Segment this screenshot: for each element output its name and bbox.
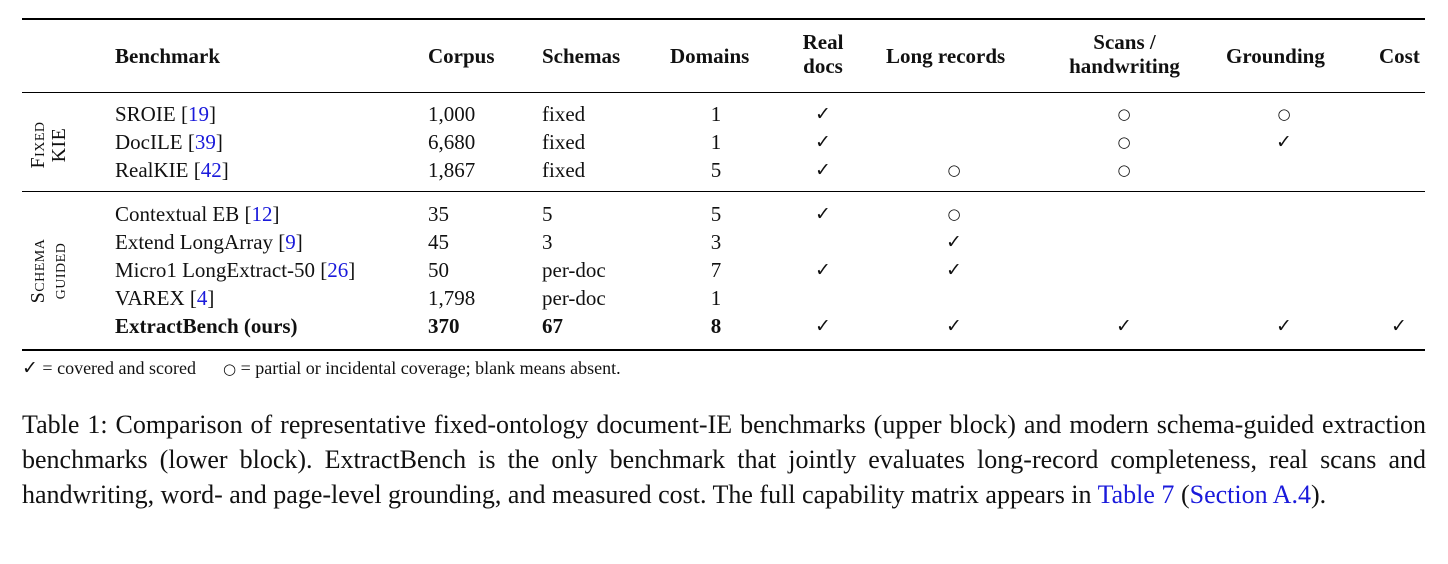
row-domains: 7: [710, 258, 722, 282]
header-grounding: Grounding: [1226, 44, 1325, 68]
circle-mark-icon: ○: [1277, 105, 1291, 123]
row-corpus: 35: [428, 202, 449, 226]
group-label-fixed-kie-line1: Fixed: [27, 121, 49, 169]
check-mark-icon: ✓: [815, 131, 831, 153]
check-mark-icon: ✓: [1391, 315, 1407, 337]
row-benchmark-name: [115, 314, 298, 338]
caption-text-paren-open: (: [1174, 480, 1190, 509]
citation-link[interactable]: 19: [187, 102, 209, 126]
legend-circle-text: = partial or incidental coverage; blank means absent.: [236, 358, 621, 378]
row-benchmark-name: Micro1 LongExtract-50 [26]: [115, 258, 356, 282]
caption-text-end: ).: [1310, 480, 1327, 509]
row-domains: 8: [710, 314, 722, 338]
citation-link[interactable]: 42: [200, 158, 222, 182]
benchmark-name-text: ExtractBench (ours): [115, 314, 298, 338]
table-caption: [22, 407, 1426, 512]
row-corpus: 45: [428, 230, 449, 254]
check-mark-icon: ✓: [815, 159, 831, 181]
header-long-records: Long records: [886, 44, 1006, 68]
check-mark-icon: ✓: [1276, 315, 1292, 337]
citation-link[interactable]: 39: [194, 130, 216, 154]
group-rule: [22, 191, 1425, 192]
group-label-schema-guided: [28, 206, 70, 336]
row-schemas: fixed: [542, 158, 586, 182]
row-corpus: 370: [428, 314, 460, 338]
row-corpus: 50: [428, 258, 449, 282]
check-mark-icon: ✓: [815, 315, 831, 337]
group-label-fixed-kie-line2: KIE: [48, 127, 70, 163]
header-corpus: Corpus: [428, 44, 495, 68]
group-label-fixed-kie: [28, 90, 70, 200]
header-real-docs: [793, 30, 853, 78]
circle-mark-icon: ○: [1117, 161, 1131, 179]
check-mark-icon: ✓: [946, 259, 962, 281]
row-domains: 3: [710, 230, 722, 254]
row-benchmark-name: DocILE [39]: [115, 130, 223, 154]
citation-link[interactable]: 9: [285, 230, 296, 254]
header-scans: [1057, 30, 1192, 78]
header-schemas: Schemas: [542, 44, 621, 68]
check-mark-icon: ✓: [1116, 315, 1132, 337]
group-label-schema-guided-line1: Schema: [27, 238, 49, 304]
caption-text: Table 1: Comparison of representative fixed-ontology document-IE benchmarks (upper block) and modern schema-guided extraction benchmarks (lower block). ExtractBench is the only benchmark that jointly evaluates long-record completeness, real scans and handwriting, word- and page-level grounding, and measured cost. The full capability matrix appears in: [22, 410, 1426, 509]
header-domains: Domains: [670, 44, 750, 68]
row-schemas: fixed: [542, 102, 586, 126]
table-legend: [22, 357, 621, 380]
row-schemas: 67: [542, 314, 563, 338]
legend-circle-symbol: ○: [223, 360, 237, 378]
circle-mark-icon: ○: [947, 205, 961, 223]
header-benchmark: Benchmark: [115, 44, 220, 68]
caption-link-section-a4[interactable]: Section A.4: [1189, 480, 1311, 509]
header-scans-line1: Scans /: [1093, 30, 1156, 54]
row-corpus: 6,680: [428, 130, 476, 154]
check-mark-icon: ✓: [946, 315, 962, 337]
row-domains: 1: [710, 130, 722, 154]
citation-link[interactable]: 26: [327, 258, 349, 282]
row-schemas: per-doc: [542, 286, 606, 310]
citation-link[interactable]: 12: [251, 202, 273, 226]
circle-mark-icon: ○: [947, 161, 961, 179]
group-label-schema-guided-line2: guided: [48, 242, 70, 300]
header-cost: Cost: [1379, 44, 1420, 68]
circle-mark-icon: ○: [1117, 105, 1131, 123]
caption-link-table-7[interactable]: Table 7: [1097, 480, 1175, 509]
header-scans-line2: handwriting: [1069, 54, 1180, 78]
row-corpus: 1,798: [428, 286, 476, 310]
legend-check-symbol: ✓: [22, 357, 38, 379]
row-corpus: 1,867: [428, 158, 476, 182]
row-schemas: 3: [542, 230, 553, 254]
row-benchmark-name: VAREX [4]: [115, 286, 215, 310]
row-domains: 5: [710, 202, 722, 226]
row-benchmark-name: Extend LongArray [9]: [115, 230, 303, 254]
benchmark-name-text: RealKIE: [115, 158, 194, 182]
row-benchmark-name: RealKIE [42]: [115, 158, 229, 182]
circle-mark-icon: ○: [1117, 133, 1131, 151]
legend-check-text: = covered and scored: [37, 358, 197, 378]
check-mark-icon: ✓: [815, 203, 831, 225]
header-rule: [22, 92, 1425, 93]
row-schemas: per-doc: [542, 258, 606, 282]
check-mark-icon: ✓: [815, 103, 831, 125]
check-mark-icon: ✓: [815, 259, 831, 281]
check-mark-icon: ✓: [1276, 131, 1292, 153]
header-real-docs-line1: Real: [802, 30, 844, 54]
benchmark-name-text: Micro1 LongExtract-50: [115, 258, 321, 282]
benchmark-name-text: DocILE: [115, 130, 188, 154]
row-benchmark-name: SROIE [19]: [115, 102, 216, 126]
benchmark-name-text: VAREX: [115, 286, 190, 310]
header-real-docs-line2: docs: [803, 54, 843, 78]
row-domains: 5: [710, 158, 722, 182]
row-domains: 1: [710, 286, 722, 310]
row-corpus: 1,000: [428, 102, 476, 126]
benchmark-name-text: Contextual EB: [115, 202, 245, 226]
citation-link[interactable]: 4: [196, 286, 208, 310]
row-benchmark-name: Contextual EB [12]: [115, 202, 280, 226]
top-rule: [22, 18, 1425, 20]
row-schemas: 5: [542, 202, 553, 226]
row-domains: 1: [710, 102, 722, 126]
bottom-rule: [22, 349, 1425, 351]
benchmark-name-text: Extend LongArray: [115, 230, 279, 254]
row-schemas: fixed: [542, 130, 586, 154]
check-mark-icon: ✓: [946, 231, 962, 253]
benchmark-name-text: SROIE: [115, 102, 181, 126]
